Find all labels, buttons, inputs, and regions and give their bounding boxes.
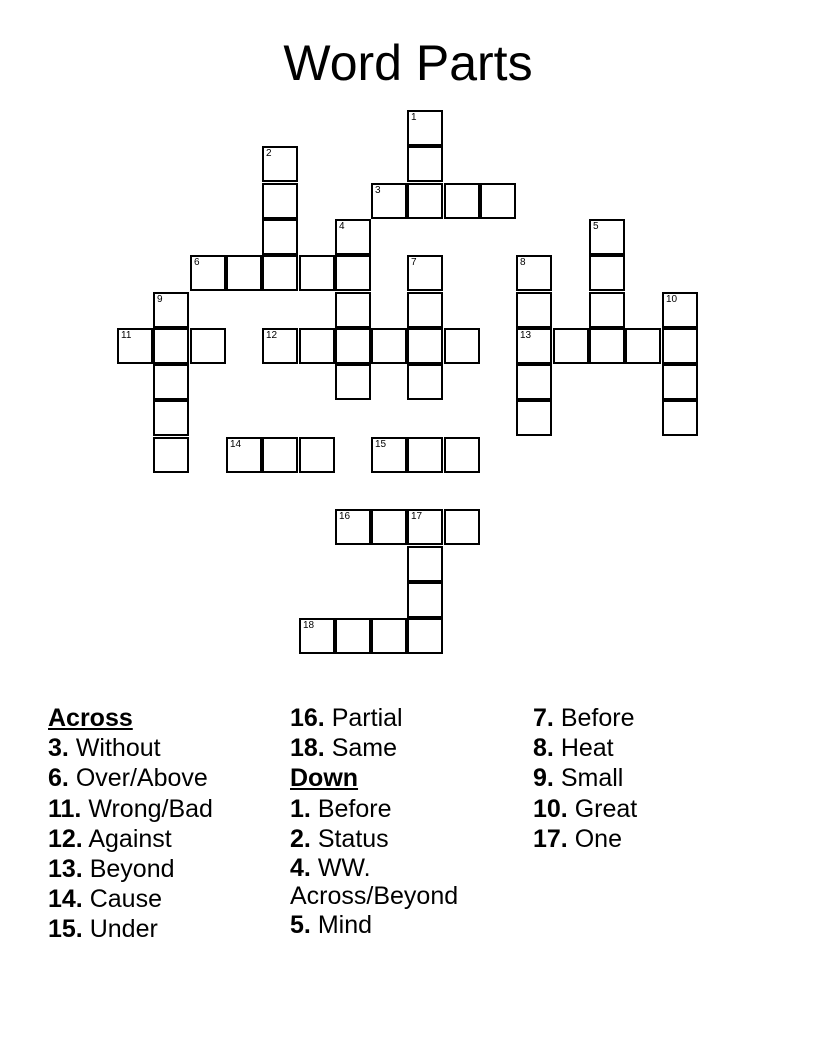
clue-number-label: 4: [339, 221, 345, 232]
grid-cell[interactable]: [662, 328, 698, 364]
across-clue: [290, 733, 458, 763]
grid-cell[interactable]: [262, 328, 298, 364]
grid-cell[interactable]: [153, 437, 189, 473]
clue-number: 15.: [48, 915, 83, 944]
grid-cell[interactable]: [117, 328, 153, 364]
grid-cell[interactable]: [407, 110, 443, 146]
across-clue: [48, 763, 213, 793]
grid-cell[interactable]: [407, 509, 443, 545]
grid-cell[interactable]: [444, 183, 480, 219]
grid-cell[interactable]: [407, 618, 443, 654]
grid-cell[interactable]: [444, 328, 480, 364]
grid-cell[interactable]: [589, 219, 625, 255]
grid-cell[interactable]: [190, 255, 226, 291]
clue-number-label: 17: [411, 511, 423, 522]
clue-number-label: 6: [194, 257, 200, 268]
clue-number-label: 5: [593, 221, 599, 232]
grid-cell[interactable]: [407, 146, 443, 182]
down-clue: [533, 763, 637, 793]
grid-cell[interactable]: [553, 328, 589, 364]
clue-number: 14.: [48, 885, 83, 914]
grid-cell[interactable]: [335, 219, 371, 255]
down-clue: [533, 824, 637, 854]
grid-cell[interactable]: [589, 292, 625, 328]
grid-cell[interactable]: [407, 437, 443, 473]
clue-number-label: 12: [266, 330, 278, 341]
grid-cell[interactable]: [371, 328, 407, 364]
clue-number: 16.: [290, 704, 325, 732]
clue-number: 7.: [533, 704, 554, 732]
grid-cell[interactable]: [262, 146, 298, 182]
clue-number-label: 16: [339, 511, 351, 522]
grid-cell[interactable]: [299, 255, 335, 291]
clue-number-label: 7: [411, 257, 417, 268]
grid-cell[interactable]: [589, 255, 625, 291]
puzzle-title: Word Parts: [283, 35, 533, 91]
grid-cell[interactable]: [625, 328, 661, 364]
clue-text: Across/Beyond: [290, 882, 459, 911]
clue-text: Status: [317, 824, 389, 853]
down-clue: [290, 824, 458, 854]
grid-cell[interactable]: [262, 255, 298, 291]
down-heading: Down: [290, 764, 359, 793]
grid-cell[interactable]: [589, 328, 625, 364]
across-clue: [290, 703, 458, 733]
grid-cell[interactable]: [516, 255, 552, 291]
clue-number: 8.: [533, 734, 554, 763]
grid-cell[interactable]: [262, 437, 298, 473]
grid-cell[interactable]: [226, 437, 262, 473]
down-clue: [533, 794, 637, 824]
grid-cell[interactable]: [407, 292, 443, 328]
across-clue: [48, 854, 213, 884]
grid-cell[interactable]: [444, 509, 480, 545]
clue-text: Without: [75, 734, 161, 763]
grid-cell[interactable]: [335, 255, 371, 291]
across-clue: [48, 884, 213, 914]
down-clue-continuation: [290, 882, 458, 910]
down-clue: [533, 703, 637, 733]
grid-cell[interactable]: [480, 183, 516, 219]
clue-number-label: 10: [666, 294, 678, 305]
across-clue: [48, 824, 213, 854]
grid-cell[interactable]: [516, 292, 552, 328]
grid-cell[interactable]: [335, 292, 371, 328]
clue-number: 5.: [290, 911, 311, 940]
clue-column-3: [533, 703, 637, 854]
grid-cell[interactable]: [153, 292, 189, 328]
clue-column-1: [48, 703, 213, 945]
grid-cell[interactable]: [516, 400, 552, 436]
clue-number-label: 3: [375, 185, 381, 196]
clue-text: Heat: [560, 734, 614, 763]
clue-number: 17.: [533, 824, 568, 853]
clue-text: Against: [88, 824, 172, 853]
down-clue: [290, 854, 458, 882]
grid-cell[interactable]: [407, 546, 443, 582]
clue-text: Over/Above: [75, 764, 208, 793]
clue-number: 11.: [48, 794, 82, 823]
clue-number: 2.: [290, 824, 311, 853]
clue-text: Beyond: [89, 855, 175, 884]
grid-cell[interactable]: [516, 364, 552, 400]
grid-cell[interactable]: [516, 328, 552, 364]
down-clue: [290, 794, 458, 824]
clue-text: Partial: [331, 704, 403, 732]
grid-cell[interactable]: [407, 255, 443, 291]
grid-cell[interactable]: [299, 437, 335, 473]
clue-column-2: [290, 703, 458, 940]
clue-text: Same: [331, 734, 398, 763]
grid-cell[interactable]: [299, 328, 335, 364]
clue-number: 10.: [533, 794, 568, 823]
grid-cell[interactable]: [262, 183, 298, 219]
grid-cell[interactable]: [226, 255, 262, 291]
clue-text: One: [574, 824, 622, 853]
grid-cell[interactable]: [407, 183, 443, 219]
clue-text: Cause: [89, 885, 162, 914]
clue-number: 1.: [290, 794, 311, 823]
grid-cell[interactable]: [153, 364, 189, 400]
grid-cell[interactable]: [662, 292, 698, 328]
clue-number-label: 18: [303, 620, 315, 631]
clue-number: 12.: [48, 824, 83, 853]
clue-number: 3.: [48, 734, 69, 763]
clue-number-label: 11: [121, 330, 132, 341]
grid-cell[interactable]: [335, 618, 371, 654]
clue-number-label: 2: [266, 148, 272, 159]
clue-text: Wrong/Bad: [88, 794, 213, 823]
grid-cell[interactable]: [371, 509, 407, 545]
clue-text: Before: [317, 794, 392, 823]
across-heading: Across: [48, 704, 133, 732]
clue-number: 6.: [48, 764, 69, 793]
grid-cell[interactable]: [299, 618, 335, 654]
clue-number-label: 14: [230, 439, 242, 450]
down-clue: [533, 733, 637, 763]
clue-number: 4.: [290, 854, 311, 883]
across-clue: [48, 914, 213, 944]
clue-text: Great: [574, 794, 638, 823]
clue-number: 9.: [533, 764, 554, 793]
down-clue: [290, 910, 458, 940]
grid-cell[interactable]: [407, 364, 443, 400]
clue-text: WW.: [317, 854, 371, 883]
across-clue: [48, 794, 213, 824]
grid-cell[interactable]: [662, 400, 698, 436]
grid-cell[interactable]: [335, 364, 371, 400]
clue-number-label: 9: [157, 294, 163, 305]
clue-text: Before: [560, 704, 635, 732]
grid-cell[interactable]: [444, 437, 480, 473]
grid-cell[interactable]: [371, 437, 407, 473]
clue-text: Under: [89, 915, 158, 944]
grid-cell[interactable]: [153, 400, 189, 436]
grid-cell[interactable]: [371, 618, 407, 654]
grid-cell[interactable]: [662, 364, 698, 400]
clue-text: Small: [560, 764, 624, 793]
clue-text: Mind: [317, 911, 372, 940]
clue-number-label: 1: [411, 112, 417, 123]
clue-number-label: 13: [520, 330, 532, 341]
grid-cell[interactable]: [190, 328, 226, 364]
grid-cell[interactable]: [335, 509, 371, 545]
clue-number: 18.: [290, 734, 325, 763]
grid-cell[interactable]: [407, 582, 443, 618]
grid-cell[interactable]: [335, 328, 371, 364]
clue-number-label: 15: [375, 439, 387, 450]
clue-number: 13.: [48, 855, 83, 884]
clue-number-label: 8: [520, 257, 526, 268]
grid-cell[interactable]: [262, 219, 298, 255]
across-clue: [48, 733, 213, 763]
grid-cell[interactable]: [153, 328, 189, 364]
grid-cell[interactable]: [407, 328, 443, 364]
grid-cell[interactable]: [371, 183, 407, 219]
